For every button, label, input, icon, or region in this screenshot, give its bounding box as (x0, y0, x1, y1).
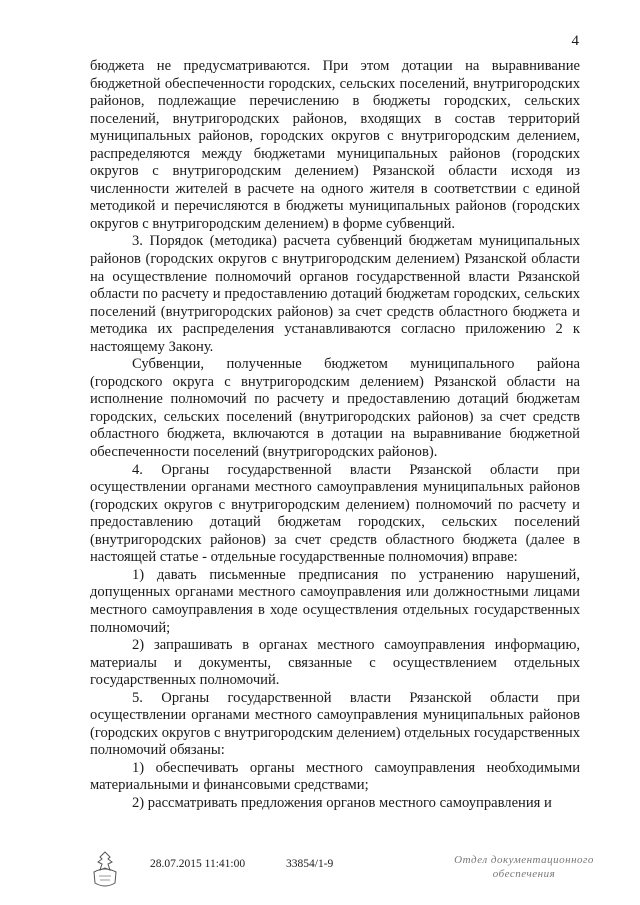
paragraph: 3. Порядок (методика) расчета субвенций бюджетам муниципальных районов (городских округов с внутригородским делением) Рязанской области на осуществление полномочий органов государственной власти Рязанской области по расчету и предоставлению дотаций бюджетам городских, сельских поселений (внутригородских районов) за счет средств областного бюджета и методика их распределения устанавливаются согласно приложению 2 к настоящему Закону. (90, 233, 580, 355)
paragraph: бюджета не предусматриваются. При этом дотации на выравнивание бюджетной обеспеченности городских, сельских поселений, внутригородских районов, подлежащие перечислению в бюджеты городских, сельских поселений, внутригородских районов, входящих в состав территорий муниципальных районов, городских округов с внутригородским делением, распределяются между бюджетами муниципальных районов (городских округов с внутригородским делением) Рязанской области исходя из численности жителей в расчете на одного жителя в соответствии с единой методикой и перечисляются в бюджеты муниципальных районов (городских округов с внутригородским делением) в форме субвенций. (90, 58, 580, 232)
stamp-line: обеспечения (492, 868, 556, 880)
document-body (90, 58, 580, 813)
coat-of-arms-logo (88, 850, 122, 890)
paragraph: 1) давать письменные предписания по устранению нарушений, допущенных органами местного самоуправления или должностными лицами местного самоуправления в ходе осуществления отдельных государственных полномочий; (90, 566, 580, 636)
paragraph: 2) рассматривать предложения органов местного самоуправления и (132, 794, 552, 811)
department-stamp (448, 853, 600, 881)
paragraph: 2) запрашивать в органах местного самоуправления информацию, материалы и документы, связанные с осуществлением отдельных государственных полномочий. (90, 637, 580, 689)
stamp-line: Отдел документационного (454, 854, 594, 866)
paragraph: 5. Органы государственной власти Рязанской области при осуществлении органами местного самоуправления муниципальных районов (городских округов с внутригородским делением) отдельных государственных полномочий обязаны: (90, 689, 580, 759)
paragraph: 4. Органы государственной власти Рязанской области при осуществлении органами местного самоуправления муниципальных районов (городских округов с внутригородским делением) полномочий по расчету и предоставлению дотаций бюджетам городских, сельских поселений (внутригородских районов) за счет средств областного бюджета (далее в настоящей статье - отдельные государственные полномочия) вправе: (90, 461, 580, 566)
paragraph: Субвенции, полученные бюджетом муниципального района (городского округа с внутригородским делением) Рязанской области на исполнение полномочий по расчету и предоставлению дотаций бюджетам городских, сельских поселений (внутригородских районов) за счет средств областного бюджета, включаются в дотации на выравнивание бюджетной обеспеченности поселений (внутригородских районов). (90, 356, 580, 461)
paragraph: 1) обеспечивать органы местного самоуправления необходимыми материальными и финансовыми средствами; (90, 759, 580, 794)
footer-document-number: 33854/1-9 (286, 858, 334, 870)
footer-timestamp: 28.07.2015 11:41:00 (150, 858, 246, 870)
page-number: 4 (571, 33, 579, 49)
